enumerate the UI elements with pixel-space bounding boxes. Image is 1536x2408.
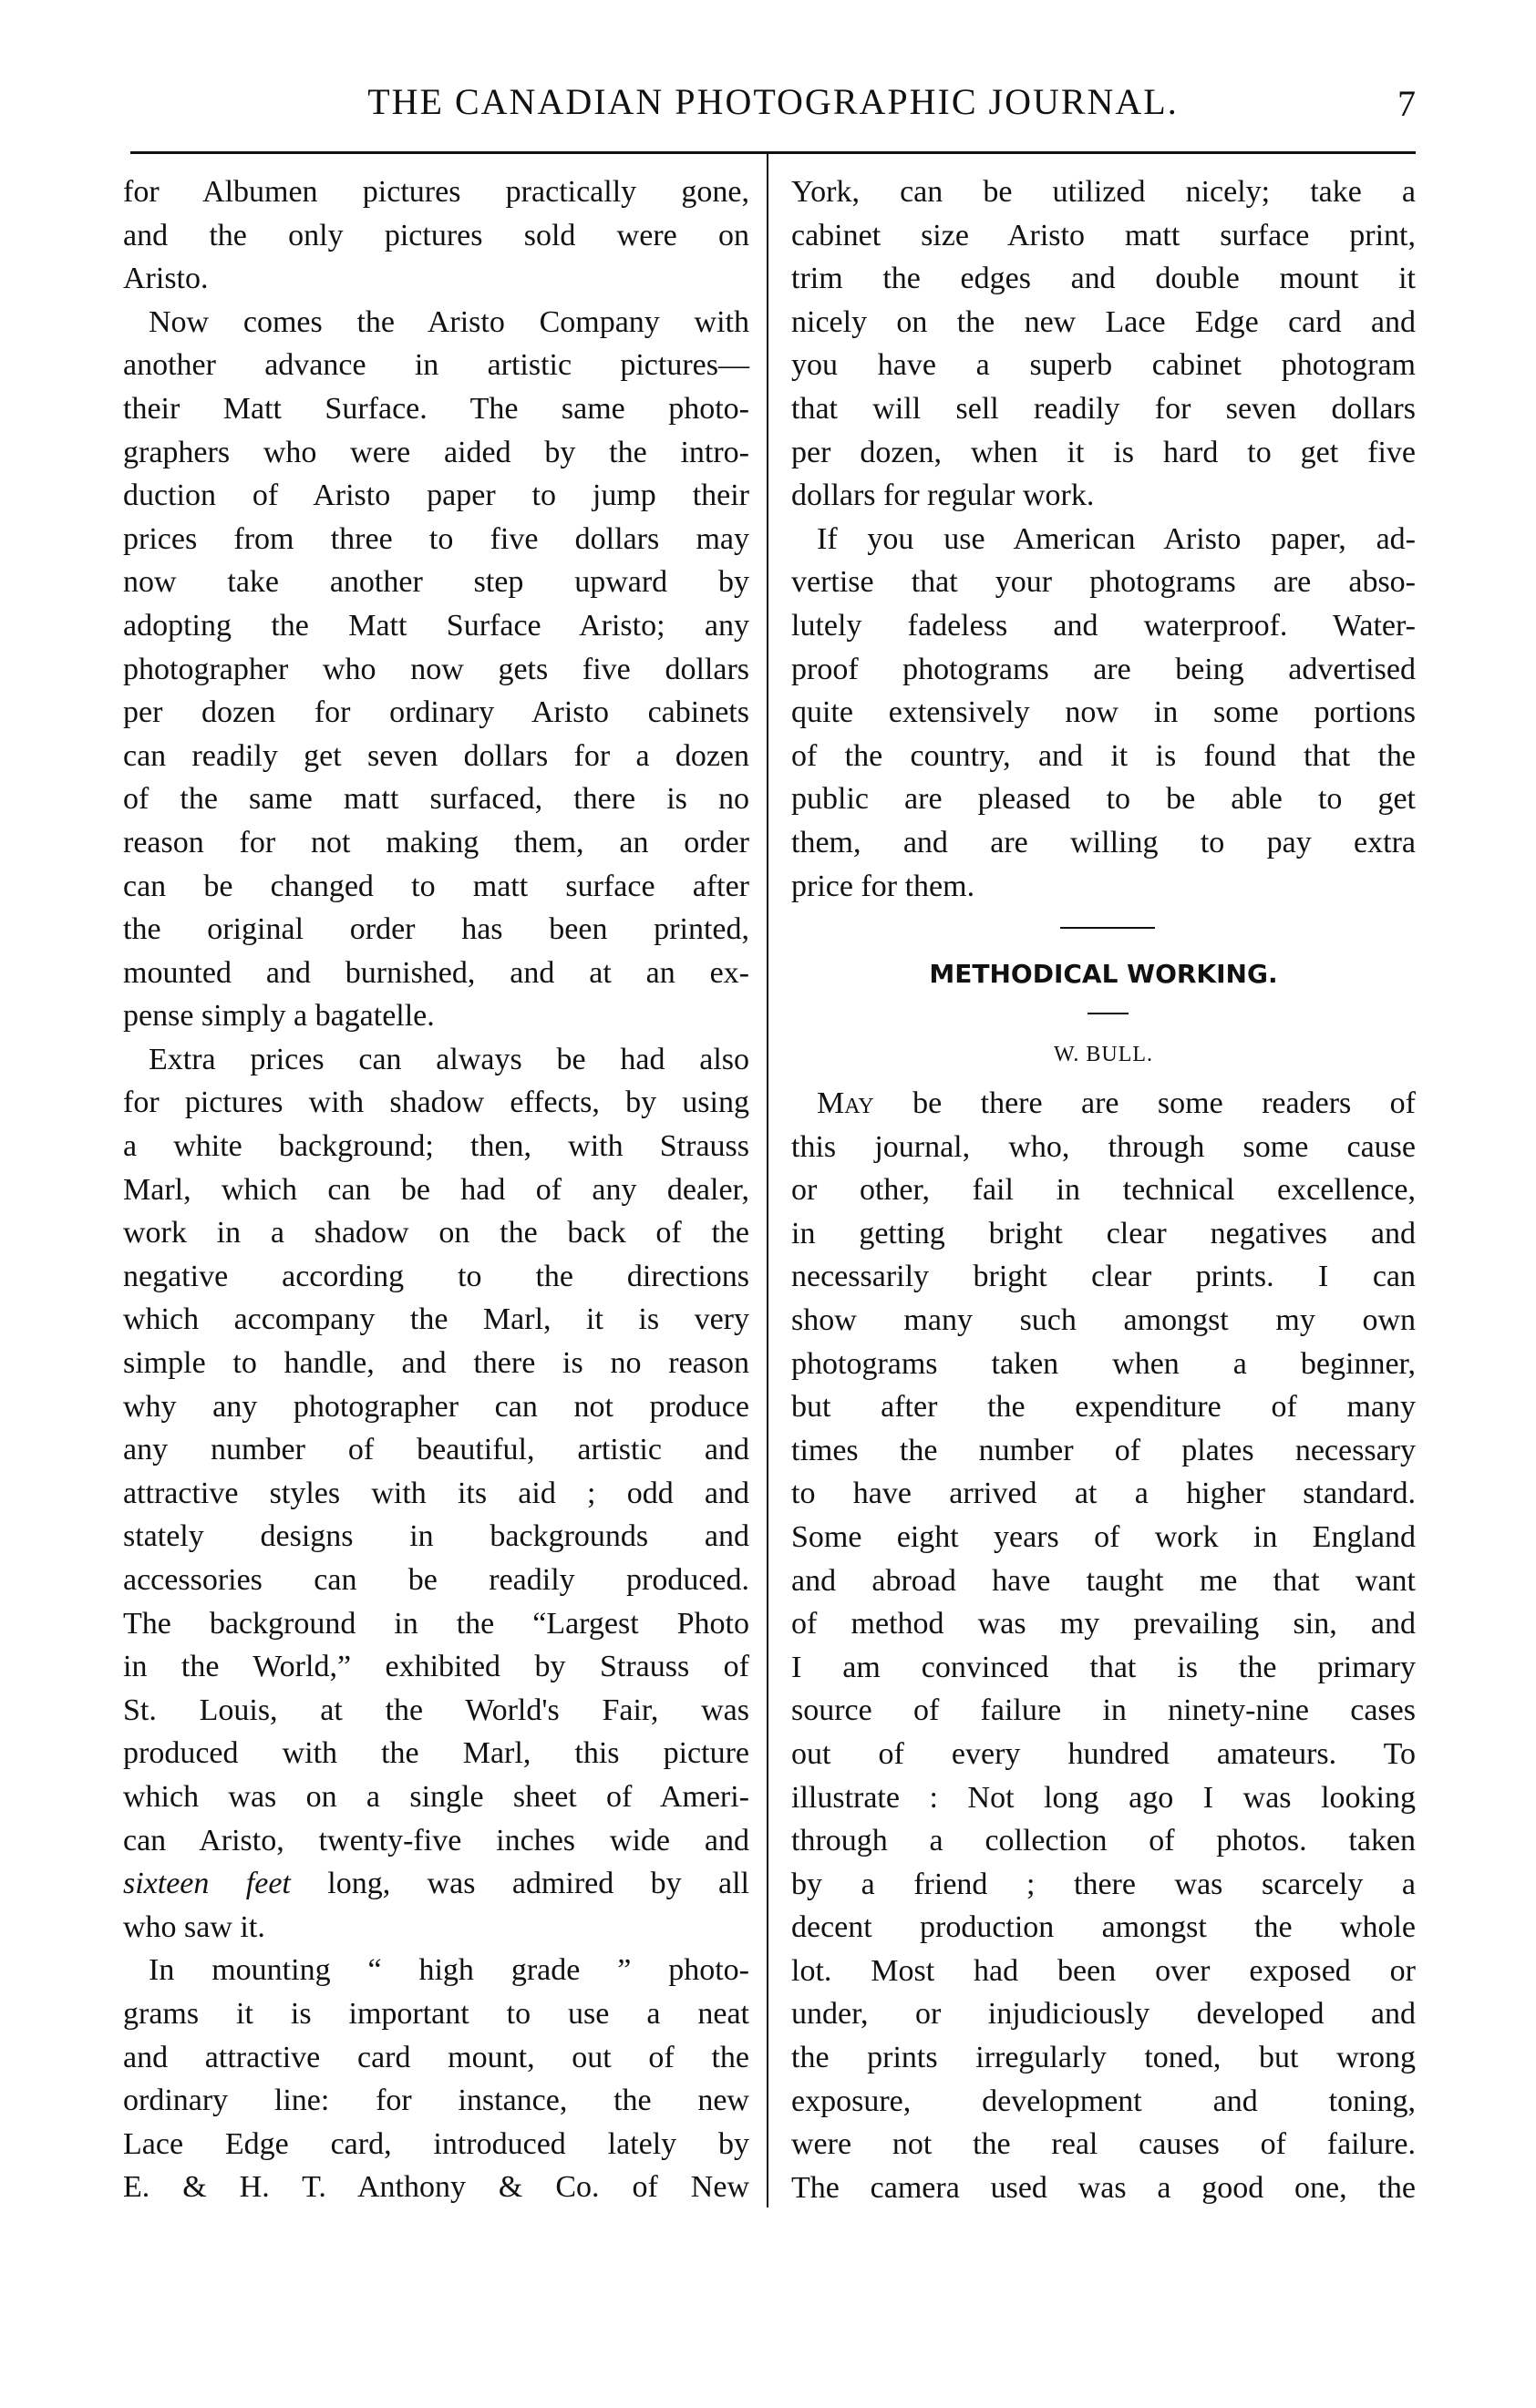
line-text: produced with the Marl, this picture xyxy=(123,1736,749,1771)
text-line xyxy=(123,1428,749,1472)
line-text: can be changed to matt surface after xyxy=(123,869,749,903)
text-line xyxy=(123,2123,749,2166)
line-text: by a friend ; there was scarcely a xyxy=(791,1867,1416,1901)
text-line xyxy=(791,1689,1416,1733)
text-line xyxy=(791,1950,1416,1993)
line-text: photograms taken when a beginner, xyxy=(791,1346,1416,1381)
text-line xyxy=(791,1863,1416,1907)
line-text: per dozen, when it is hard to get five xyxy=(791,435,1416,469)
text-line xyxy=(123,735,749,778)
text-line xyxy=(123,1472,749,1516)
text-line xyxy=(791,1429,1416,1473)
text-line xyxy=(791,691,1416,735)
text-line xyxy=(791,1906,1416,1950)
text-line xyxy=(123,474,749,518)
text-line xyxy=(791,170,1416,214)
text-line xyxy=(791,344,1416,387)
line-text: which accompany the Marl, it is very xyxy=(123,1302,749,1337)
line-text: illustrate : Not long ago I was looking xyxy=(791,1780,1416,1815)
text-line xyxy=(123,301,749,345)
line-text: lutely fadeless and waterproof. Water- xyxy=(791,608,1416,643)
text-line xyxy=(791,474,1416,518)
text-line xyxy=(791,1168,1416,1212)
line-text: be there are some readers of xyxy=(873,1086,1416,1120)
line-text: mounted and burnished, and at an ex- xyxy=(123,955,749,990)
text-line xyxy=(791,1472,1416,1516)
text-line xyxy=(791,561,1416,604)
text-line xyxy=(123,1992,749,2036)
page-number: 7 xyxy=(1397,83,1416,124)
header-rule xyxy=(130,151,1416,154)
line-text: simple to handle, and there is no reason xyxy=(123,1346,749,1381)
text-line xyxy=(123,518,749,561)
line-text: quite extensively now in some portions xyxy=(791,695,1416,730)
line-text: and abroad have taught me that want xyxy=(791,1563,1416,1598)
line-text: Lace Edge card, introduced lately by xyxy=(123,2126,749,2161)
text-line xyxy=(791,821,1416,865)
text-line xyxy=(123,431,749,475)
line-text: accessories can be readily produced. xyxy=(123,1563,749,1597)
text-line xyxy=(123,2079,749,2123)
text-line xyxy=(791,1082,1416,1126)
text-line xyxy=(791,1559,1416,1603)
line-text: nicely on the new Lace Edge card and xyxy=(791,304,1416,339)
text-line xyxy=(123,1819,749,1863)
line-text: exposure, development and toning, xyxy=(791,2084,1416,2118)
text-line xyxy=(123,1342,749,1385)
text-line xyxy=(123,1949,749,1992)
line-text: Extra prices can always be had also xyxy=(149,1042,749,1076)
line-text: to have arrived at a higher standard. xyxy=(791,1477,1416,1511)
text-line xyxy=(123,1689,749,1733)
text-line xyxy=(791,2166,1416,2210)
text-line xyxy=(791,1212,1416,1256)
right-column-article xyxy=(791,1082,1416,2209)
line-text: per dozen for ordinary Aristo cabinets xyxy=(123,695,749,730)
line-text: photographer who now gets five dollars xyxy=(123,652,749,686)
line-text: through a collection of photos. taken xyxy=(791,1824,1416,1858)
line-text: which was on a single sheet of Ameri- xyxy=(123,1779,749,1814)
text-line xyxy=(791,1385,1416,1429)
running-header xyxy=(130,80,1416,129)
line-text: trim the edges and double mount it xyxy=(791,262,1416,296)
text-line xyxy=(123,1559,749,1602)
line-text: of the country, and it is found that the xyxy=(791,738,1416,773)
line-text: adopting the Matt Surface Aristo; any xyxy=(123,608,749,643)
line-text: Some eight years of work in England xyxy=(791,1519,1416,1554)
line-text: source of failure in ninety-nine cases xyxy=(791,1693,1416,1728)
line-text: out of every hundred amateurs. To xyxy=(791,1736,1416,1771)
text-line xyxy=(791,1992,1416,2036)
text-line xyxy=(791,1299,1416,1343)
line-text: their Matt Surface. The same photo- xyxy=(123,391,749,426)
text-line xyxy=(791,2036,1416,2080)
text-line xyxy=(123,1298,749,1342)
line-text: proof photograms are being advertised xyxy=(791,652,1416,686)
text-line xyxy=(123,952,749,995)
line-text: price for them. xyxy=(791,869,975,903)
left-column xyxy=(123,170,749,2209)
text-line xyxy=(791,1343,1416,1386)
line-text: and attractive card mount, out of the xyxy=(123,2040,749,2074)
text-line xyxy=(791,1255,1416,1299)
line-text: of method was my prevailing sin, and xyxy=(791,1607,1416,1641)
line-text: or other, fail in technical excellence, xyxy=(791,1173,1416,1208)
text-line xyxy=(123,821,749,865)
line-text: decent production amongst the whole xyxy=(791,1910,1416,1945)
text-line xyxy=(791,1126,1416,1169)
text-line xyxy=(123,1385,749,1429)
journal-title: THE CANADIAN PHOTOGRAPHIC JOURNAL. xyxy=(367,81,1179,122)
text-line xyxy=(791,604,1416,648)
text-line xyxy=(791,431,1416,475)
text-line xyxy=(123,214,749,258)
text-line xyxy=(791,387,1416,431)
line-text: why any photographer can not produce xyxy=(123,1389,749,1424)
text-line xyxy=(791,257,1416,301)
line-text: work in a shadow on the back of the xyxy=(123,1216,749,1250)
line-text: ordinary line: for instance, the new xyxy=(123,2084,749,2118)
line-text: under, or injudiciously developed and xyxy=(791,1997,1416,2032)
line-text: The background in the “Largest Photo xyxy=(123,1606,749,1641)
line-text: in getting bright clear negatives and xyxy=(791,1216,1416,1250)
text-line xyxy=(123,344,749,387)
line-text: attractive styles with its aid ; odd and xyxy=(123,1476,749,1510)
text-line xyxy=(791,214,1416,258)
line-text: for pictures with shadow effects, by using xyxy=(123,1086,749,1120)
line-text: now take another step upward by xyxy=(123,565,749,600)
line-text: negative according to the directions xyxy=(123,1259,749,1293)
text-line xyxy=(123,1038,749,1082)
text-line xyxy=(123,1081,749,1125)
line-text: a white background; then, with Strauss xyxy=(123,1129,749,1164)
text-line xyxy=(791,1516,1416,1559)
text-line xyxy=(123,1211,749,1255)
line-text: the original order has been printed, xyxy=(123,912,749,947)
text-line xyxy=(123,2036,749,2080)
line-text: and the only pictures sold were on xyxy=(123,218,749,252)
line-text: that will sell readily for seven dollars xyxy=(791,391,1416,426)
line-text: public are pleased to be able to get xyxy=(791,782,1416,817)
line-text: who saw it. xyxy=(123,1909,265,1944)
line-text: stately designs in backgrounds and xyxy=(123,1519,749,1554)
line-text: vertise that your photograms are abso- xyxy=(791,565,1416,600)
line-text: the prints irregularly toned, but wrong xyxy=(791,2041,1416,2075)
text-line xyxy=(791,1602,1416,1646)
text-line xyxy=(791,2080,1416,2124)
line-text: dollars for regular work. xyxy=(791,479,1095,513)
article-byline: W. BULL. xyxy=(1053,1043,1154,1066)
text-line xyxy=(791,1776,1416,1820)
text-line xyxy=(123,648,749,692)
line-text: St. Louis, at the World's Fair, was xyxy=(123,1693,749,1727)
line-text: Marl, which can be had of any dealer, xyxy=(123,1172,749,1207)
line-text: were not the real causes of failure. xyxy=(791,2127,1416,2162)
text-line xyxy=(123,1515,749,1559)
right-column-top xyxy=(791,170,1416,908)
line-text: cabinet size Aristo matt surface print, xyxy=(791,218,1416,252)
line-text: prices from three to five dollars may xyxy=(123,521,749,556)
text-line xyxy=(123,2166,749,2209)
column-divider xyxy=(767,153,768,2207)
text-line xyxy=(123,561,749,604)
article-heading: METHODICAL WORKING. xyxy=(929,959,1278,989)
heading-rule xyxy=(1088,1013,1129,1014)
text-line xyxy=(123,865,749,909)
text-line xyxy=(123,691,749,735)
text-line xyxy=(123,1732,749,1775)
line-text: duction of Aristo paper to jump their xyxy=(123,479,749,513)
text-line xyxy=(123,1906,749,1950)
text-line xyxy=(123,1125,749,1168)
text-line xyxy=(791,1646,1416,1690)
line-text: this journal, who, through some cause xyxy=(791,1129,1416,1164)
line-text: reason for not making them, an order xyxy=(123,825,749,859)
line-text: show many such amongst my own xyxy=(791,1302,1416,1337)
text-line xyxy=(791,301,1416,345)
text-line xyxy=(123,387,749,431)
line-text: necessarily bright clear prints. I can xyxy=(791,1260,1416,1294)
line-text: another advance in artistic pictures— xyxy=(123,348,749,383)
text-line xyxy=(123,1775,749,1819)
line-text: The camera used was a good one, the xyxy=(791,2170,1416,2205)
text-line xyxy=(123,604,749,648)
text-line xyxy=(791,1819,1416,1863)
text-line xyxy=(123,170,749,214)
line-text: any number of beautiful, artistic and xyxy=(123,1433,749,1467)
text-line xyxy=(123,1255,749,1299)
text-line xyxy=(791,777,1416,821)
line-text: you have a superb cabinet photogram xyxy=(791,348,1416,383)
text-line xyxy=(123,1602,749,1646)
text-line xyxy=(791,735,1416,778)
line-text: grams it is important to use a neat xyxy=(123,1996,749,2031)
line-text: can Aristo, twenty-five inches wide and xyxy=(123,1823,749,1857)
text-line xyxy=(791,865,1416,909)
text-line xyxy=(791,648,1416,692)
line-text: If you use American Aristo paper, ad- xyxy=(817,521,1416,556)
line-text: Now comes the Aristo Company with xyxy=(149,304,749,339)
line-text: can readily get seven dollars for a dozen xyxy=(123,738,749,773)
text-line xyxy=(123,1862,749,1906)
line-text: long, was admired by all xyxy=(290,1867,749,1901)
section-separator xyxy=(1060,927,1155,929)
text-line xyxy=(123,257,749,301)
text-line xyxy=(123,1645,749,1689)
italic-text: sixteen feet xyxy=(123,1867,291,1901)
small-caps-lead: May xyxy=(817,1086,874,1120)
line-text: pense simply a bagatelle. xyxy=(123,999,435,1034)
text-line xyxy=(791,2123,1416,2166)
line-text: for Albumen pictures practically gone, xyxy=(123,175,749,209)
line-text: them, and are willing to pay extra xyxy=(791,825,1416,859)
text-line xyxy=(123,908,749,952)
line-text: E. & H. T. Anthony & Co. of New xyxy=(123,2170,749,2205)
line-text: but after the expenditure of many xyxy=(791,1390,1416,1425)
line-text: in the World,” exhibited by Strauss of xyxy=(123,1650,749,1684)
text-line xyxy=(123,1168,749,1212)
line-text: times the number of plates necessary xyxy=(791,1433,1416,1467)
line-text: In mounting “ high grade ” photo- xyxy=(149,1953,749,1988)
line-text: of the same matt surfaced, there is no xyxy=(123,782,749,817)
line-text: York, can be utilized nicely; take a xyxy=(791,175,1416,209)
line-text: lot. Most had been over exposed or xyxy=(791,1953,1416,1988)
line-text: graphers who were aided by the intro- xyxy=(123,435,749,469)
text-line xyxy=(123,777,749,821)
text-line xyxy=(791,518,1416,561)
line-text: I am convinced that is the primary xyxy=(791,1650,1416,1684)
text-line xyxy=(791,1733,1416,1776)
text-line xyxy=(123,994,749,1038)
line-text: Aristo. xyxy=(123,262,209,296)
